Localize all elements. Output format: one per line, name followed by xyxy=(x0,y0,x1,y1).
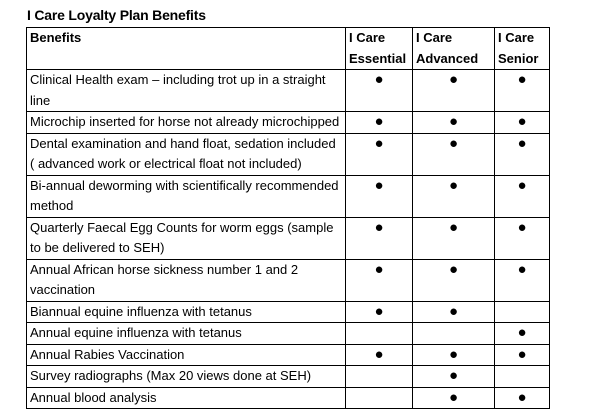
header-benefits: Benefits xyxy=(27,28,346,70)
included-dot-icon: ● xyxy=(517,134,527,152)
included-dot-icon: ● xyxy=(374,345,384,363)
senior-cell xyxy=(495,112,550,134)
document-title: I Care Loyalty Plan Benefits xyxy=(27,7,206,23)
essential-cell xyxy=(346,323,413,345)
benefit-cell: Annual blood analysis xyxy=(27,387,346,409)
essential-cell xyxy=(346,217,413,259)
senior-cell xyxy=(495,387,550,409)
essential-cell xyxy=(346,259,413,301)
benefits-table xyxy=(26,27,550,409)
essential-cell xyxy=(346,344,413,366)
advanced-cell xyxy=(413,133,495,175)
included-dot-icon: ● xyxy=(517,113,527,130)
included-dot-icon: ● xyxy=(374,71,384,88)
senior-cell xyxy=(495,259,550,301)
essential-cell xyxy=(346,70,413,112)
advanced-cell xyxy=(413,175,495,217)
table-row xyxy=(27,70,550,112)
header-advanced: I Care Advanced xyxy=(413,28,495,70)
advanced-cell xyxy=(413,366,495,388)
included-dot-icon: ● xyxy=(448,260,459,278)
included-dot-icon: ● xyxy=(448,302,459,320)
essential-cell xyxy=(346,133,413,175)
table-row xyxy=(27,387,550,409)
benefit-cell: Annual Rabies Vaccination xyxy=(27,344,346,366)
advanced-cell xyxy=(413,323,495,345)
included-dot-icon: ● xyxy=(374,302,384,320)
benefit-cell: Quarterly Faecal Egg Counts for worm eggs (sample to be delivered to SEH) xyxy=(27,217,346,259)
included-dot-icon: ● xyxy=(374,113,384,130)
included-dot-icon: ● xyxy=(517,388,527,406)
advanced-cell xyxy=(413,70,495,112)
benefit-cell: Survey radiographs (Max 20 views done at SEH) xyxy=(27,366,346,388)
table-row xyxy=(27,175,550,217)
advanced-cell xyxy=(413,217,495,259)
senior-cell xyxy=(495,70,550,112)
included-dot-icon: ● xyxy=(374,260,384,278)
essential-cell xyxy=(346,175,413,217)
senior-cell xyxy=(495,344,550,366)
senior-cell xyxy=(495,301,550,323)
benefit-cell: Biannual equine influenza with tetanus xyxy=(27,301,346,323)
included-dot-icon: ● xyxy=(517,345,527,363)
table-row xyxy=(27,301,550,323)
benefit-cell: Bi-annual deworming with scientifically recommended method xyxy=(27,175,346,217)
essential-cell xyxy=(346,301,413,323)
included-dot-icon: ● xyxy=(448,345,459,363)
table-row xyxy=(27,259,550,301)
included-dot-icon: ● xyxy=(448,134,459,152)
table-row xyxy=(27,133,550,175)
benefit-cell: Annual African horse sickness number 1 and 2 vaccination xyxy=(27,259,346,301)
included-dot-icon: ● xyxy=(448,113,459,130)
senior-cell xyxy=(495,175,550,217)
included-dot-icon: ● xyxy=(517,176,527,194)
senior-cell xyxy=(495,323,550,345)
included-dot-icon: ● xyxy=(374,134,384,152)
benefit-cell: Dental examination and hand float, sedation included ( advanced work or electrical float not included) xyxy=(27,133,346,175)
advanced-cell xyxy=(413,259,495,301)
essential-cell xyxy=(346,112,413,134)
header-essential: I Care Essential xyxy=(346,28,413,70)
advanced-cell xyxy=(413,301,495,323)
included-dot-icon: ● xyxy=(517,71,527,88)
table-row xyxy=(27,344,550,366)
included-dot-icon: ● xyxy=(448,71,459,88)
included-dot-icon: ● xyxy=(448,218,459,236)
included-dot-icon: ● xyxy=(374,176,384,194)
senior-cell xyxy=(495,133,550,175)
included-dot-icon: ● xyxy=(517,324,527,341)
included-dot-icon: ● xyxy=(448,367,459,384)
advanced-cell xyxy=(413,387,495,409)
benefit-cell: Microchip inserted for horse not already microchipped xyxy=(27,112,346,134)
header-row xyxy=(27,28,550,70)
table-row xyxy=(27,217,550,259)
header-senior: I Care Senior xyxy=(495,28,550,70)
advanced-cell xyxy=(413,344,495,366)
table-row xyxy=(27,323,550,345)
essential-cell xyxy=(346,366,413,388)
included-dot-icon: ● xyxy=(448,176,459,194)
advanced-cell xyxy=(413,112,495,134)
benefit-cell: Annual equine influenza with tetanus xyxy=(27,323,346,345)
senior-cell xyxy=(495,217,550,259)
senior-cell xyxy=(495,366,550,388)
essential-cell xyxy=(346,387,413,409)
included-dot-icon: ● xyxy=(517,218,527,236)
table-row xyxy=(27,366,550,388)
table-body xyxy=(27,70,550,409)
table-row xyxy=(27,112,550,134)
included-dot-icon: ● xyxy=(374,218,384,236)
benefit-cell: Clinical Health exam – including trot up in a straight line xyxy=(27,70,346,112)
included-dot-icon: ● xyxy=(448,388,459,406)
included-dot-icon: ● xyxy=(517,260,527,278)
